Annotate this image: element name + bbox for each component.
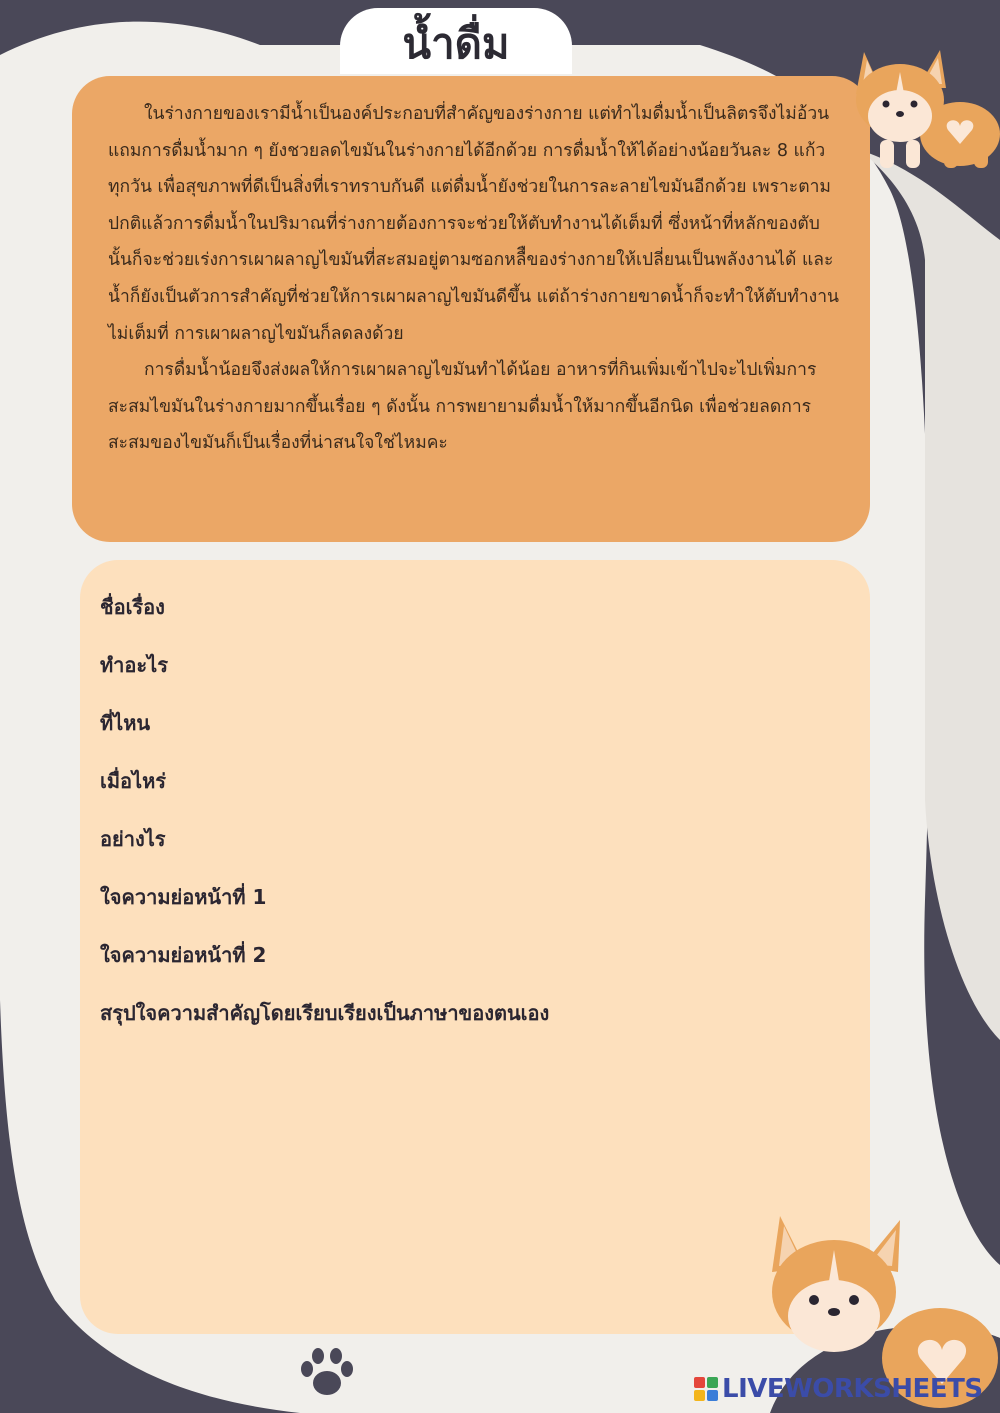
story-card — [72, 76, 870, 542]
story-paragraph-1: ในร่างกายของเรามีน้ำเป็นองค์ประกอบที่สำคัญของร่างกาย แต่ทำไมดื่มน้ำเป็นลิตรจึงไม่อ้วน แถมการดื่มน้ำมาก ๆ ยังชวยลดไขมันในร่างกายได้อีกด้วย การดื่มน้ำให้ได้อย่างน้อยวันละ 8 แก้วทุกวัน เพื่อสุขภาพที่ดีเป็นสิ่งที่เราทราบกันดี แต่ดื่มน้ำยังช่วยในการละลายไขมันอีกด้วย เพราะตามปกติแล้วการดื่มน้ำในปริมาณที่ร่างกายต้องการจะช่วยให้ตับทำงานได้เต็มที่ ซึ่งหน้าที่หลักของตับนั้นก็จะช่วยเร่งการเผาผลาญไขมันที่สะสมอยู่ตามซอกหลืืของร่างกายให้เปลี่ยนเป็นพลังงานได้ และน้ำก็ยังเป็นตัวการสำคัญที่ช่วยให้การเผาผลาญไขมันดีขึ้น แต่ถ้าร่างกายขาดน้ำก็จะทำให้ตับทำงานไม่เต็มที่ การเผาผลาญไขมันก็ลดลงด้วย — [108, 104, 839, 344]
liveworksheets-logo-icon — [694, 1377, 718, 1401]
story-paragraph-2: การดื่มน้ำน้อยจึงส่งผลให้การเผาผลาญไขมันทำได้น้อย อาหารที่กินเพิ่มเข้าไปจะไปเพิ่มการสะสมไขมันในร่างกายมากขึ้นเรื่อย ๆ ดังนั้น การพยายามดื่มน้ำให้มากขึ้นอีกนิด เพื่อช่วยลดการสะสมของไขมันก็เป็นเรื่องที่น่าสนใจใช่ไหมคะ — [108, 360, 817, 454]
answer-card — [80, 560, 870, 1334]
prompt-where: ที่ไหน — [100, 711, 151, 735]
page-title: น้ำดื่ม — [402, 19, 510, 68]
prompt-list — [80, 582, 870, 1046]
prompt-paragraph-1-summary: ใจความย่อหน้าที่ 1 — [100, 885, 267, 909]
prompt-when: เมื่อไหร่ — [100, 769, 167, 793]
prompt-what: ทำอะไร — [100, 653, 168, 677]
watermark-text: LIVEWORKSHEETS — [722, 1374, 983, 1404]
corgi-icon — [852, 42, 1000, 182]
prompt-paragraph-2-summary: ใจความย่อหน้าที่ 2 — [100, 943, 267, 967]
prompt-title: ชื่อเรื่อง — [100, 595, 165, 619]
prompt-how: อย่างไร — [100, 827, 166, 851]
paw-print-icon — [298, 1345, 356, 1403]
liveworksheets-watermark — [694, 1374, 983, 1404]
prompt-main-idea: สรุปใจความสำคัญโดยเรียบเรียงเป็นภาษาของตนเอง — [100, 1001, 550, 1025]
